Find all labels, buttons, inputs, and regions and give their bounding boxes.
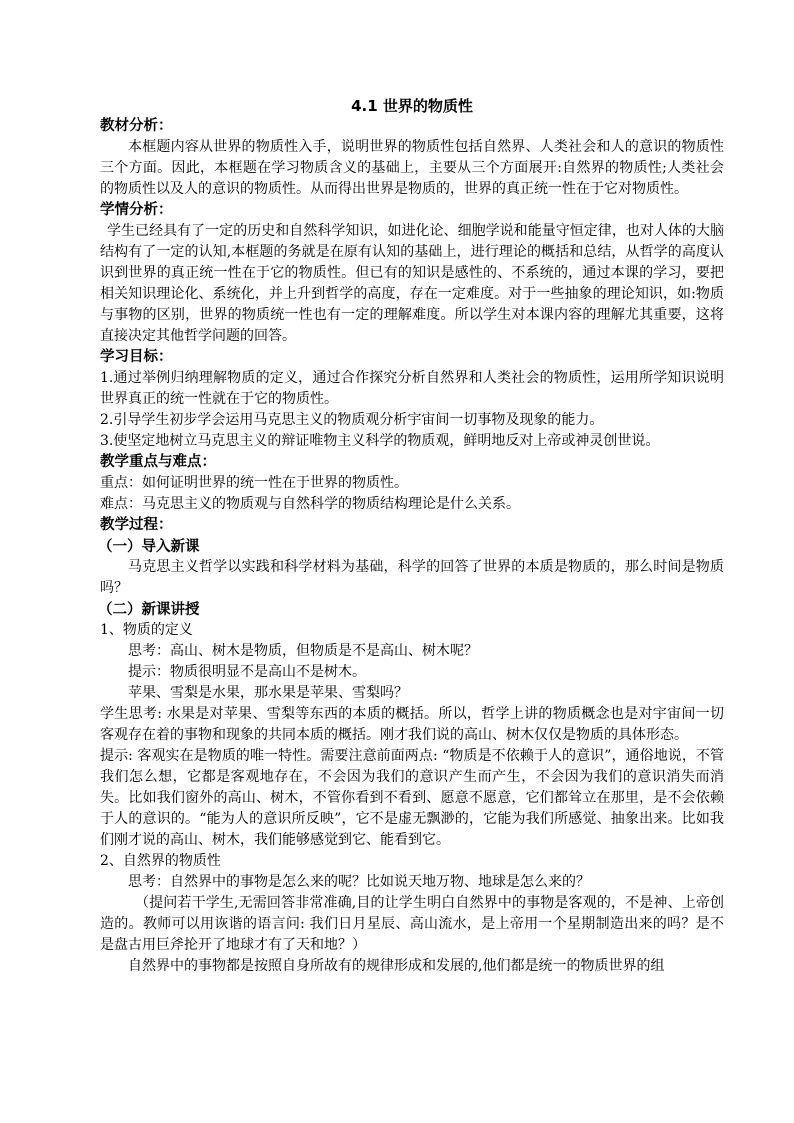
section-heading-student-analysis: 学情分析： xyxy=(100,202,173,218)
part1-question: 思考：高山、树木是物质，但物质是不是高山、树木呢？ xyxy=(128,643,478,659)
part1-student-thinking: 学生思考: 水果是对苹果、雪梨等东西的本质的概括。所以，哲学上讲的物质概念也是对宇宙间一切客观存在着的事物和现象的共同本质的概括。刚才我们说的高山、树木仅仅是物质的具体形态。 xyxy=(100,706,724,743)
section-heading-learning-goals: 学习目标： xyxy=(100,349,173,365)
part2-question: 思考：自然界中的事物是怎么来的呢？比如说天地万物、地球是怎么来的？ xyxy=(128,874,590,890)
section-heading-teaching-process: 教学过程： xyxy=(100,517,173,533)
key-point-text: 重点：如何证明世界的统一性在于世界的物质性。 xyxy=(100,475,408,491)
part2-last-paragraph: 自然界中的事物都是按照自身所故有的规律形成和发展的,他们都是统一的物质世界的组 xyxy=(128,958,665,974)
textbook-analysis-paragraph: 本框题内容从世界的物质性入手，说明世界的物质性包括自然界、人类社会和人的意识的物质性三个方面。因此，本框题在学习物质含义的基础上，主要从三个方面展开:自然界的物质性;人类社会的物质性以及人的意识的物质性。从而得出世界是物质的，世界的真正统一性在于它对物质性。 xyxy=(100,139,724,197)
learning-goal-item: 3.使坚定地树立马克思主义的辩证唯物主义科学的物质观，鲜明地反对上帝或神灵创世说。 xyxy=(100,433,660,449)
part2-note: （提问若干学生,无需回答非常准确,目的让学生明白自然界中的事物是客观的，不是神、上帝创造的。教师可以用诙谐的语言问: 我们日月星辰、高山流水，是上帝用一个星期制造出来的吗？是不是盘古用巨斧抡开了地球才有了天和地？） xyxy=(100,895,724,953)
subheading-new-lesson: （二）新课讲授 xyxy=(98,601,200,618)
introduction-paragraph: 马克思主义哲学以实践和科学材料为基础，科学的回答了世界的本质是物质的，那么时间是物质吗？ xyxy=(100,559,724,596)
learning-goal-item: 1.通过举例归纳理解物质的定义，通过合作探究分析自然界和人类社会的物质性，运用所学知识说明世界真正的统一性就在于它的物质性。 xyxy=(100,370,724,407)
part1-heading: 1、物质的定义 xyxy=(100,622,193,638)
page-title: 4.1 世界的物质性 xyxy=(351,97,473,115)
subheading-introduction: （一）导入新课 xyxy=(98,538,200,555)
learning-goal-item: 2.引导学生初步学会运用马克思主义的物质观分析宇宙间一切事物及现象的能力。 xyxy=(100,412,604,428)
student-analysis-paragraph: 学生已经具有了一定的历史和自然科学知识，如进化论、细胞学说和能量守恒定律，也对人体的大脑结构有了一定的认知,本框题的务就是在原有认知的基础上，进行理论的概括和总结，从哲学的高度认识到世界的真正统一性在于它的物质性。但已有的知识是感性的、不系统的，通过本课的学习，要把相关知识理论化、系统化，并上升到哲学的高度，存在一定难度。对于一些抽象的理论知识，如:物质与事物的区别，世界的物质统一性也有一定的理解难度。所以学生对本课内容的理解尤其重要，这将直接决定其他哲学问题的回答。 xyxy=(100,223,724,344)
section-heading-key-points: 教学重点与难点： xyxy=(100,454,216,470)
section-heading-textbook-analysis: 教材分析： xyxy=(100,118,173,134)
difficult-point-text: 难点：马克思主义的物质观与自然科学的物质结构理论是什么关系。 xyxy=(100,496,520,512)
part1-hint: 提示: 客观实在是物质的唯一特性。需要注意前面两点: “物质是不依赖于人的意识”，通俗地说，不管我们怎么想，它都是客观地存在，不会因为我们的意识产生而产生，不会因为我们的意识消失而消失。比如我们窗外的高山、树木，不管你看到不看到、愿意不愿意，它们都耸立在那里，是不会依赖于人的意识的。“能为人的意识所反映”，它不是虚无飘渺的，它能为我们所感觉、抽象出来。比如我们刚才说的高山、树木，我们能够感觉到它、能看到它。 xyxy=(100,748,724,848)
part1-tip: 提示：物质很明显不是高山不是树木。 xyxy=(128,664,366,680)
part1-question-2: 苹果、雪梨是水果，那水果是苹果、雪梨吗？ xyxy=(128,685,408,701)
document-page xyxy=(100,96,724,977)
part2-heading: 2、自然界的物质性 xyxy=(100,853,221,869)
